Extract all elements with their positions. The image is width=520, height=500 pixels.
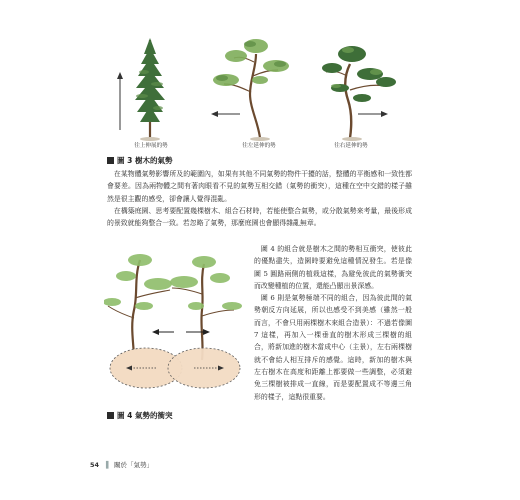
figure-4-title: 氣勢的衝突 bbox=[134, 411, 173, 420]
figure-4-caption bbox=[107, 410, 172, 421]
right-leaning-tree bbox=[322, 46, 396, 141]
figure-3-illustration bbox=[100, 32, 420, 150]
arrow-right-icon bbox=[186, 329, 210, 335]
arrow-right-icon bbox=[358, 111, 388, 117]
footer-separator-icon: ▌ bbox=[106, 461, 112, 469]
tree-caption-left: 往左延伸的勢 bbox=[242, 143, 276, 149]
figure-4-illustration bbox=[104, 248, 244, 396]
right-tree bbox=[170, 256, 242, 360]
arrow-left-icon bbox=[152, 329, 174, 335]
upright-conifer-tree bbox=[135, 38, 165, 141]
paragraph: 圖 4 的組合就是樹木之間的勢相互衝突，使彼此的優點盡失，造園時要避免這種情況發生。若是像圖 5 圓路兩側的植栽這樣，為避免彼此的氣勢衝突而改變種植的位置，還能凸顯出景深感。 bbox=[254, 245, 412, 290]
section-title: 關於「氣勢」 bbox=[114, 461, 154, 469]
page-number: 54 bbox=[90, 461, 100, 469]
page-footer bbox=[90, 460, 153, 469]
figure-marker-icon bbox=[107, 412, 114, 419]
figure-3-caption bbox=[107, 155, 172, 166]
arrow-left-icon bbox=[211, 111, 240, 117]
paragraph: 在某物體氣勢影響所及的範圍內，如果有其他不同氣勢的物件干擾的話，整體的平衡感和一致性都會要差。因為兩物體之間有著肉眼看不見的氣勢互相交錯（氣勢的衝突），這種在空中交錯的樣子雖然是很主觀的感受，卻會讓人覺得混亂。 bbox=[107, 170, 412, 203]
figure-3-number: 圖 3 bbox=[117, 156, 133, 165]
clash-zone-right bbox=[168, 348, 240, 388]
left-leaning-tree bbox=[213, 39, 289, 141]
figure-4-number: 圖 4 bbox=[117, 411, 133, 420]
body-text-top bbox=[107, 168, 412, 229]
paragraph: 在構築庭園、思考要配置幾棵樹木、組合石材時，若能使整合氣勢，或分散氣勢來考量，最後形成的景致就能夠整合一致。若忽略了氣勢，那麼庭園也會顯得雜亂無章。 bbox=[107, 206, 412, 228]
figure-marker-icon bbox=[107, 157, 114, 164]
tree-caption-upward: 往上伸展的勢 bbox=[134, 143, 168, 149]
tree-caption-right: 往右延伸的勢 bbox=[334, 143, 368, 149]
arrow-up-icon bbox=[117, 72, 123, 130]
paragraph: 圖 6 則是氣勢極端不同的組合，因為彼此間的氣勢朝反方向延展，所以也感受不到美感（雖然一般而言，不會只用兩棵樹木來組合造景）：不過若像圖 7 這樣，再加入一棵垂直的樹木形成三棵樹的組合，將新加進的樹木當成中心（主景），左右兩棵樹就不會給人相互排斥的感覺。這時，新加的樹木與左右樹木在高度和距離上都要做一些調整，必須避免三棵樹被排成一直線，而是要配置成不等邊三角形的樣子，這點很重要。 bbox=[254, 294, 412, 401]
figure-3-title: 樹木的氣勢 bbox=[134, 156, 173, 165]
left-tree bbox=[104, 254, 172, 360]
body-text-right bbox=[254, 243, 412, 403]
